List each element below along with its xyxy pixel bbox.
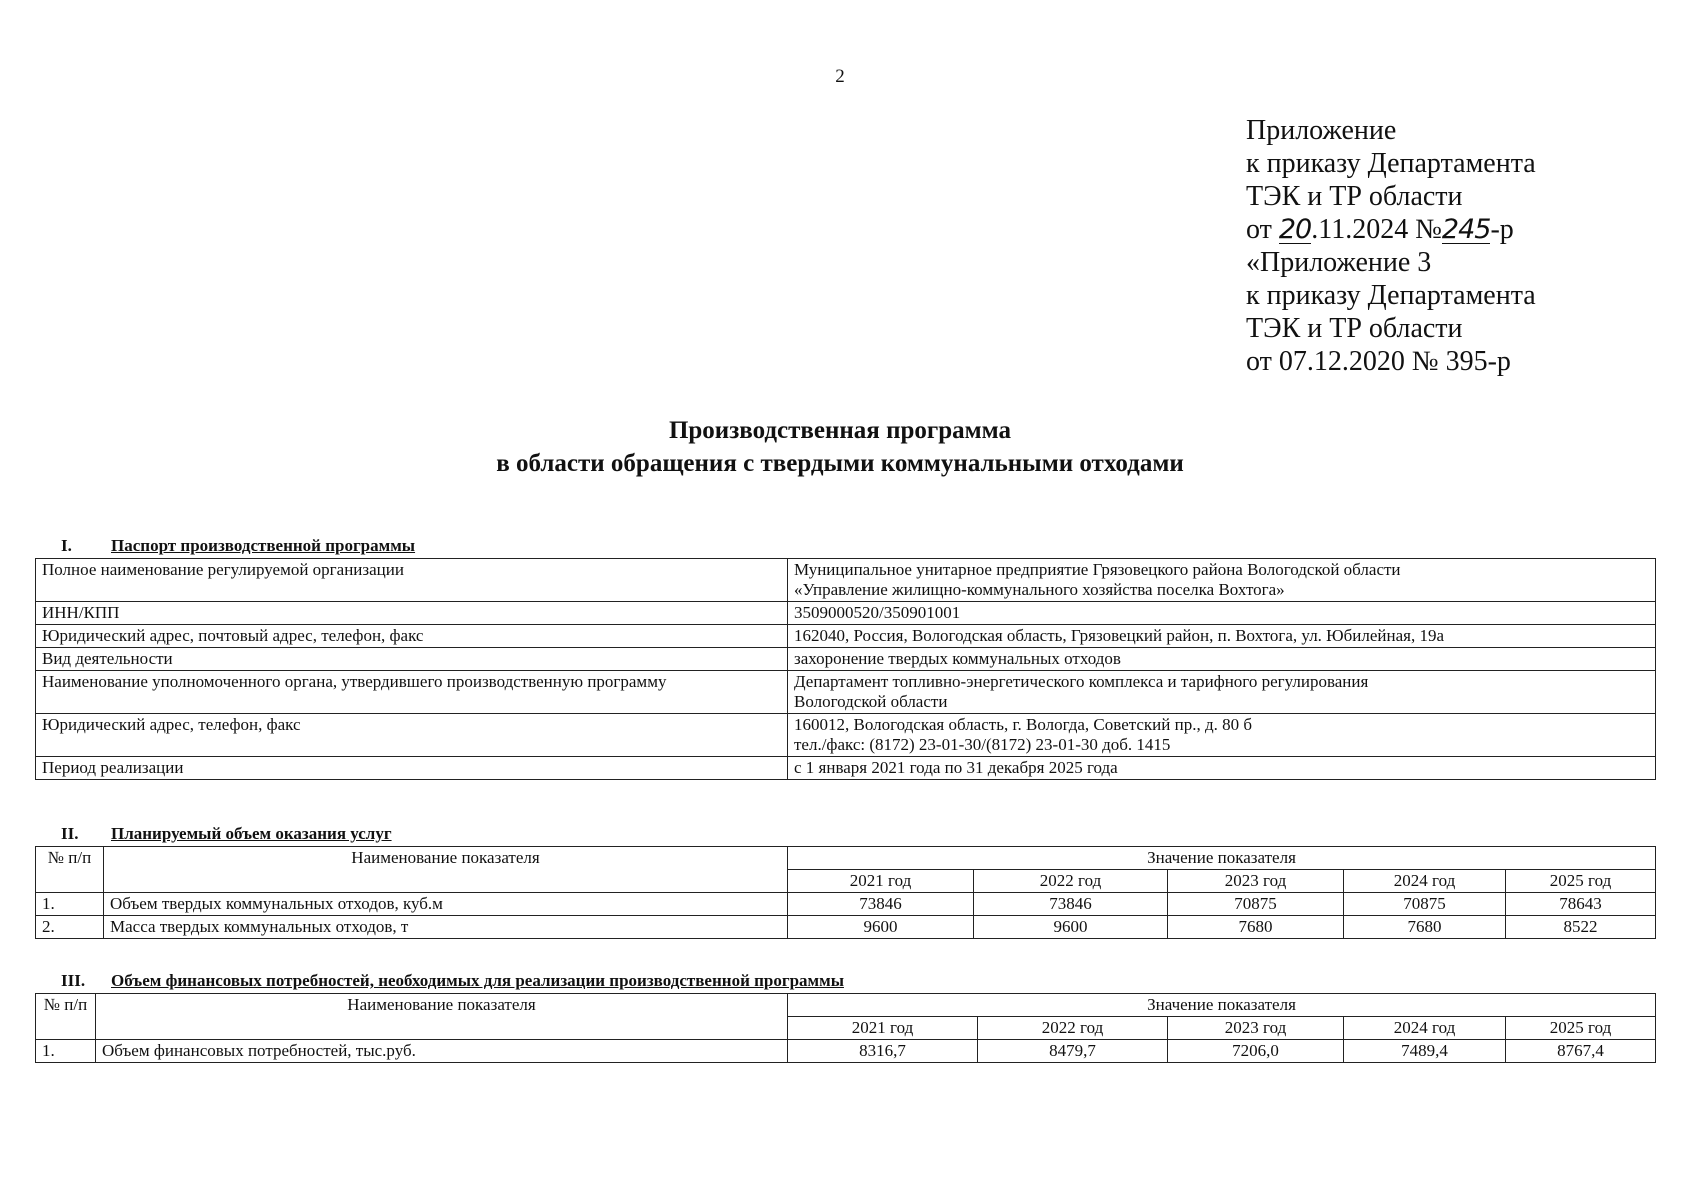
table-row <box>36 1040 1656 1063</box>
section-2-title: Планируемый объем оказания услуг <box>111 824 392 843</box>
appendix-line: к приказу Департамента <box>1246 280 1536 311</box>
section-2-heading <box>61 824 392 844</box>
col-header-name: Наименование показателя <box>96 994 788 1040</box>
row-value: 7489,4 <box>1344 1040 1506 1063</box>
table-row <box>36 757 1656 780</box>
table-row <box>36 916 1656 939</box>
row-number: 2. <box>36 916 104 939</box>
passport-value: захоронение твердых коммунальных отходов <box>788 648 1656 671</box>
appendix-line: от 07.12.2020 № 395-р <box>1246 346 1511 377</box>
passport-label: Период реализации <box>36 757 788 780</box>
row-value: 73846 <box>788 893 974 916</box>
row-value: 8479,7 <box>978 1040 1168 1063</box>
table-header-row <box>36 994 1656 1017</box>
passport-table <box>35 558 1656 780</box>
row-value: 7680 <box>1168 916 1344 939</box>
year-header: 2023 год <box>1168 1017 1344 1040</box>
appendix-line: ТЭК и ТР области <box>1246 313 1463 344</box>
passport-label: Юридический адрес, почтовый адрес, телефон, факс <box>36 625 788 648</box>
col-header-number: № п/п <box>36 994 96 1040</box>
passport-value: Муниципальное унитарное предприятие Грязовецкого района Вологодской области «Управление жилищно-коммунального хозяйства поселка Вохтога» <box>788 559 1656 602</box>
section-1-heading <box>61 536 415 556</box>
col-header-values: Значение показателя <box>788 994 1656 1017</box>
section-3-number: III. <box>61 971 86 990</box>
passport-label: Полное наименование регулируемой организации <box>36 559 788 602</box>
passport-value: 162040, Россия, Вологодская область, Грязовецкий район, п. Вохтога, ул. Юбилейная, 19а <box>788 625 1656 648</box>
col-header-values: Значение показателя <box>788 847 1656 870</box>
section-2-number: II. <box>61 824 79 843</box>
finance-table <box>35 993 1656 1063</box>
appendix-order-date <box>1246 213 1536 246</box>
table-row <box>36 671 1656 714</box>
table-header-row <box>36 847 1656 870</box>
col-header-number: № п/п <box>36 847 104 893</box>
passport-label: Вид деятельности <box>36 648 788 671</box>
appendix-line: Приложение <box>1246 115 1397 146</box>
row-value: 9600 <box>788 916 974 939</box>
table-row <box>36 559 1656 602</box>
appendix-line: к приказу Департамента <box>1246 148 1536 179</box>
appendix-block <box>1246 114 1536 378</box>
handwritten-day: 20 <box>1278 214 1312 245</box>
row-value: 70875 <box>1344 893 1506 916</box>
row-name: Объем твердых коммунальных отходов, куб.м <box>104 893 788 916</box>
title-line-2: в области обращения с твердыми коммунальными отходами <box>496 450 1184 477</box>
title-line-1: Производственная программа <box>668 417 1012 444</box>
table-row <box>36 648 1656 671</box>
year-header: 2024 год <box>1344 1017 1506 1040</box>
section-1-number: I. <box>61 536 72 555</box>
section-3-heading <box>61 971 844 991</box>
year-header: 2025 год <box>1506 1017 1656 1040</box>
date-rest: .11.2024 № <box>1311 214 1442 245</box>
row-value: 70875 <box>1168 893 1344 916</box>
table-row <box>36 625 1656 648</box>
year-header: 2021 год <box>788 870 974 893</box>
year-header: 2022 год <box>978 1017 1168 1040</box>
row-value: 78643 <box>1506 893 1656 916</box>
row-number: 1. <box>36 1040 96 1063</box>
table-row <box>36 893 1656 916</box>
passport-label: ИНН/КПП <box>36 602 788 625</box>
row-name: Масса твердых коммунальных отходов, т <box>104 916 788 939</box>
table-row <box>36 602 1656 625</box>
row-number: 1. <box>36 893 104 916</box>
date-suffix: -р <box>1490 214 1514 245</box>
row-value: 8522 <box>1506 916 1656 939</box>
year-header: 2021 год <box>788 1017 978 1040</box>
row-value: 8767,4 <box>1506 1040 1656 1063</box>
year-header: 2022 год <box>974 870 1168 893</box>
passport-value: 3509000520/350901001 <box>788 602 1656 625</box>
passport-label: Наименование уполномоченного органа, утвердившего производственную программу <box>36 671 788 714</box>
passport-value: Департамент топливно-энергетического комплекса и тарифного регулирования Вологодской области <box>788 671 1656 714</box>
appendix-line: «Приложение 3 <box>1246 247 1432 278</box>
section-3-title: Объем финансовых потребностей, необходимых для реализации производственной программы <box>111 971 844 990</box>
date-prefix: от <box>1246 214 1279 245</box>
row-value: 7206,0 <box>1168 1040 1344 1063</box>
passport-label: Юридический адрес, телефон, факс <box>36 714 788 757</box>
section-1-title: Паспорт производственной программы <box>111 536 416 555</box>
passport-value: 160012, Вологодская область, г. Вологда, Советский пр., д. 80 б тел./факс: (8172) 23-01-30/(8172) 23-01-30 доб. 1415 <box>788 714 1656 757</box>
row-value: 8316,7 <box>788 1040 978 1063</box>
row-value: 9600 <box>974 916 1168 939</box>
year-header: 2024 год <box>1344 870 1506 893</box>
table-row <box>36 714 1656 757</box>
appendix-line: ТЭК и ТР области <box>1246 181 1463 212</box>
row-value: 73846 <box>974 893 1168 916</box>
handwritten-number: 245 <box>1441 214 1491 245</box>
year-header: 2025 год <box>1506 870 1656 893</box>
document-title <box>0 414 1680 480</box>
passport-value: с 1 января 2021 года по 31 декабря 2025 года <box>788 757 1656 780</box>
col-header-name: Наименование показателя <box>104 847 788 893</box>
year-header: 2023 год <box>1168 870 1344 893</box>
page-number: 2 <box>835 66 845 87</box>
row-value: 7680 <box>1344 916 1506 939</box>
row-name: Объем финансовых потребностей, тыс.руб. <box>96 1040 788 1063</box>
volume-table <box>35 846 1656 939</box>
